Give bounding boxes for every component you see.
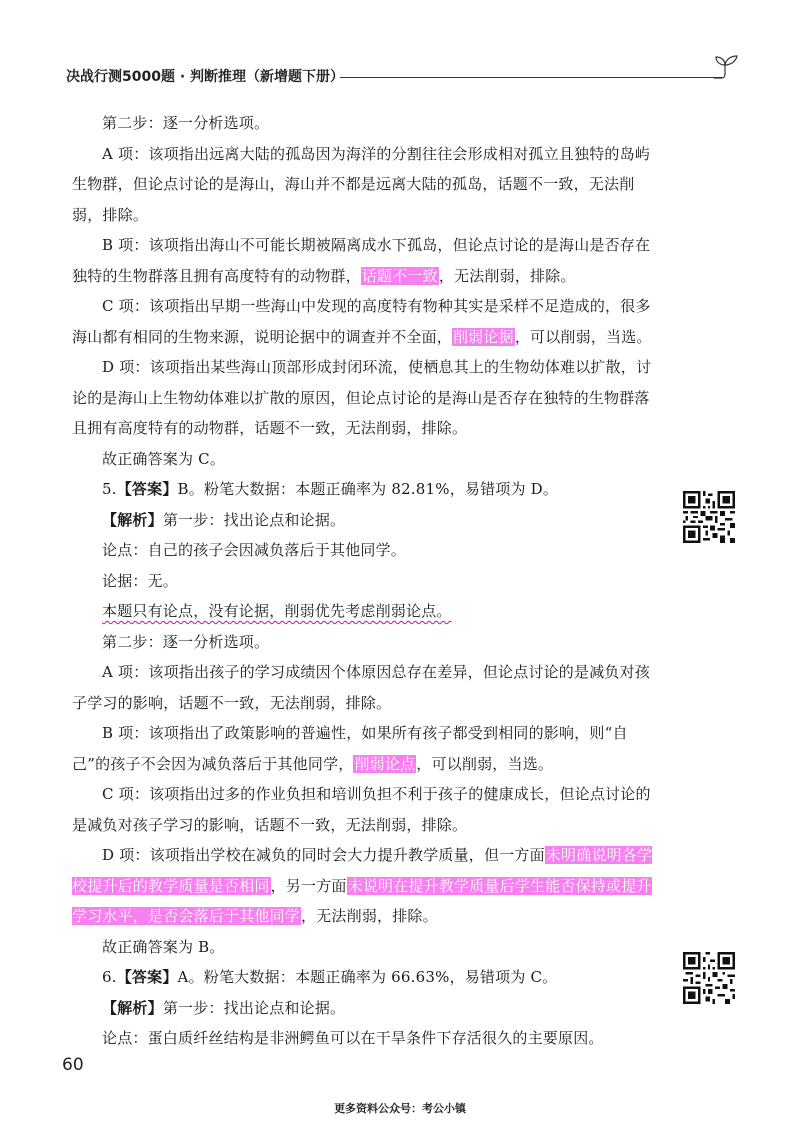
text: ，无法削弱，排除。 [301,907,438,925]
argument-claim: 论点：蛋白质纤丝结构是非洲鳄鱼可以在干旱条件下存活很久的主要原因。 [102,1029,604,1047]
option-b-analysis [72,230,660,291]
question-5-analysis [72,505,660,536]
qr-code-icon[interactable] [683,491,735,543]
analysis-text: 第一步：找出论点和论据。 [162,998,346,1017]
answer-tag: 【答案】 [116,968,178,986]
highlight: 削弱论点 [354,754,416,773]
answer-tag: 【答案】 [116,480,178,498]
question-number: 6. [102,968,117,986]
footer-note: 更多资料公众号：考公小镇 [334,1102,466,1115]
text: ，可以削弱，当选。 [416,754,554,773]
step-two-heading: 第二步：逐一分析选项。 [102,114,270,132]
option-a-analysis: A 项：该项指出孩子的学习成绩因个体原因总存在差异，但论点讨论的是减负对孩子学习的影响，话题不一致，无法削弱，排除。 [72,663,651,712]
highlight: 未明确说明各学校提升后的教学质量是否相同 [72,846,653,895]
analysis-text: 第一步：找出论点和论据。 [162,510,346,529]
header-rule [340,77,722,78]
option-c-analysis [72,291,660,352]
answer-text: B。粉笔大数据：本题正确率为 82.81%，易错项为 D。 [177,480,559,498]
qr-code-icon[interactable] [683,952,735,1004]
analysis-tag: 【解析】 [102,998,163,1017]
option-d-analysis: D 项：该项指出某些海山顶部形成封闭环流，使栖息其上的生物幼体难以扩散，讨论的是海山上生物幼体难以扩散的原因，但论点讨论的是海山是否存在独特的生物群落且拥有高度特有的动物群，话题不一致，无法削弱，排除。 [72,358,652,437]
text: ，另一方面 [270,876,347,895]
option-c-analysis: C 项：该项指出过多的作业负担和培训负担不利于孩子的健康成长，但论点讨论的是减负对孩子学习的影响，话题不一致，无法削弱，排除。 [72,785,651,834]
text: D 项：该项指出学校在减负的同时会大力提升教学质量，但一方面 [102,846,545,864]
question-6-analysis [72,993,660,1024]
option-b-analysis [72,718,660,779]
correct-answer: 故正确答案为 B。 [102,937,225,956]
text: ，可以削弱，当选。 [514,327,652,346]
wavy-underlined-note: 本题只有论点，没有论据，削弱优先考虑削弱论点。 [102,602,452,620]
explanation-content [72,108,660,1054]
option-d-analysis [72,840,660,932]
text: ，无法削弱，排除。 [438,266,576,285]
correct-answer: 故正确答案为 C。 [102,449,226,468]
answer-text: A。粉笔大数据：本题正确率为 66.63%，易错项为 C。 [177,968,558,986]
question-number: 5. [102,480,117,498]
option-a-analysis: A 项：该项指出远离大陆的孤岛因为海洋的分割往往会形成相对孤立且独特的岛屿生物群，但论点讨论的是海山，海山并不都是远离大陆的孤岛，话题不一致，无法削弱，排除。 [72,144,651,224]
question-5-answer [72,474,660,505]
analysis-tag: 【解析】 [102,510,163,529]
highlight: 未说明在提升教学质量后学生能否保持或提升学习水平，是否会落后于其他同学 [72,876,652,925]
text: B 项：该项指出海山不可能长期被隔离成水下孤岛，但论点讨论的是海山是否存在独特的生物群落且拥有高度特有的动物群， [72,236,651,285]
argument-claim: 论点：自己的孩子会因减负落后于其他同学。 [102,541,407,559]
page-number: 60 [62,1055,84,1075]
text: B 项：该项指出了政策影响的普遍性，如果所有孩子都受到相同的影响，则“自己”的孩子不会因为减负落后于其他同学， [72,724,628,773]
text: C 项：该项指出早期一些海山中发现的高度特有物种其实是采样不足造成的，很多海山都有相同的生物来源，说明论据中的调查并不全面， [72,297,651,346]
highlight: 削弱论据 [453,327,514,346]
step-two-heading: 第二步：逐一分析选项。 [102,632,270,651]
book-title: 决战行测5000题 · 判断推理（新增题下册） [66,66,350,86]
argument-evidence: 论据：无。 [102,571,179,590]
key-note [72,596,660,627]
highlight: 话题不一致 [361,266,438,285]
sprout-icon [712,52,742,82]
question-6-answer [72,962,660,993]
